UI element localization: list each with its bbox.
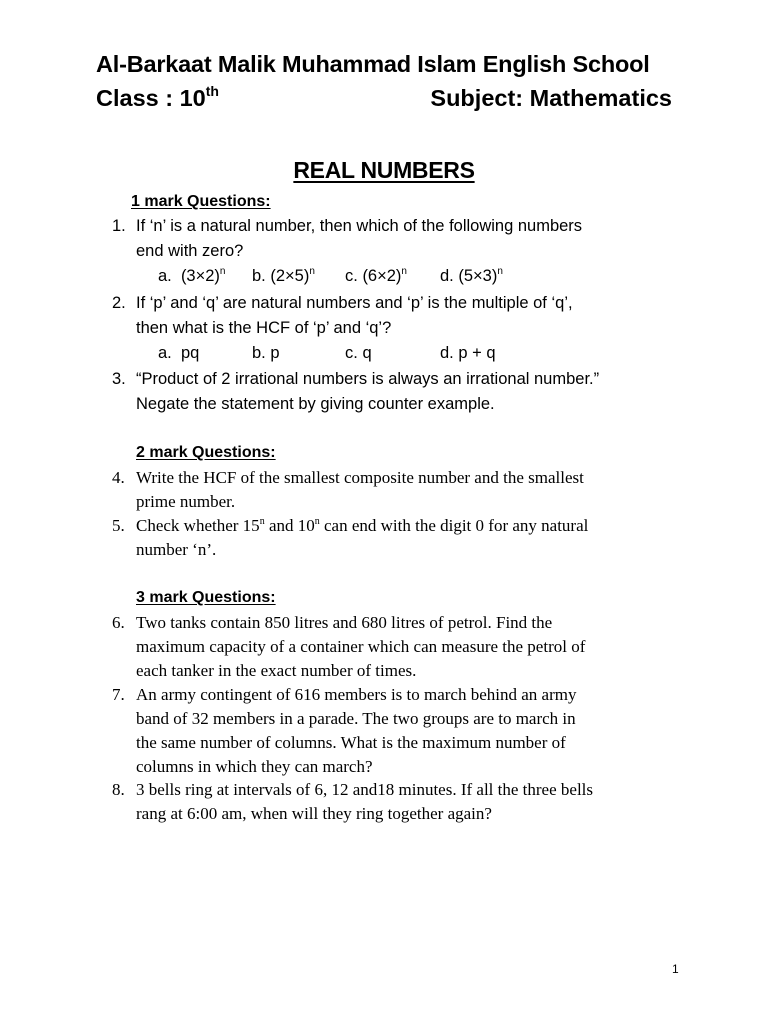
question-number: 3. (112, 370, 126, 388)
class-label (96, 85, 219, 112)
question-8-line-2: rang at 6:00 am, when will they ring together again? (136, 804, 492, 823)
question-2-option-c (345, 344, 372, 363)
option-text: (2×5) (270, 267, 310, 285)
question-number: 2. (112, 294, 126, 312)
section-two-mark-heading: 2 mark Questions: (136, 444, 276, 461)
option-text: p + q (458, 344, 496, 362)
question-1-line-1: If ‘n’ is a natural number, then which of the following numbers (136, 217, 583, 235)
option-label: d. (440, 267, 454, 285)
exponent: n (259, 516, 265, 527)
option-exponent: n (401, 266, 407, 277)
option-text: (5×3) (458, 267, 498, 285)
question-3-line-1: “Product of 2 irrational numbers is always an irrational number.” (136, 370, 600, 388)
question-7-line-2: band of 32 members in a parade. The two groups are to march in (136, 709, 576, 728)
page-number: 1 (672, 962, 679, 976)
question-number: 5. (112, 516, 125, 535)
option-exponent: n (219, 266, 226, 277)
question-8-line-1: 3 bells ring at intervals of 6, 12 and18 minutes. If all the three bells (136, 780, 593, 799)
question-4-line-1: Write the HCF of the smallest composite number and the smallest (136, 468, 584, 487)
question-2-line-2: then what is the HCF of ‘p’ and ‘q’? (136, 319, 392, 337)
question-3-line-2: Negate the statement by giving counter example. (136, 395, 495, 413)
question-number: 7. (112, 685, 125, 704)
question-6-line-3: each tanker in the exact number of times. (136, 661, 417, 680)
option-label: b. (252, 344, 266, 362)
question-number: 6. (112, 613, 125, 632)
option-label: b. (252, 267, 266, 285)
section-one-mark-heading: 1 mark Questions: (131, 193, 271, 210)
option-text: q (362, 344, 372, 362)
question-number: 1. (112, 217, 126, 235)
question-1-option-a (158, 267, 225, 286)
question-number: 8. (112, 780, 125, 799)
question-2-option-b (252, 344, 280, 363)
option-label: a. (158, 267, 172, 285)
question-7-line-1: An army contingent of 616 members is to march behind an army (136, 685, 577, 704)
option-label: d. (440, 344, 454, 362)
question-5-text-c: can end with the digit 0 for any natural (319, 516, 589, 535)
question-7-line-3: the same number of columns. What is the maximum number of (136, 733, 566, 752)
question-1-option-c (345, 267, 407, 286)
exponent: n (314, 516, 320, 527)
option-text: p (270, 344, 280, 362)
question-5-text-b: and 10 (264, 516, 315, 535)
question-2-line-1: If ‘p’ and ‘q’ are natural numbers and ‘p’ is the multiple of ‘q’, (136, 294, 573, 312)
question-6-line-1: Two tanks contain 850 litres and 680 litres of petrol. Find the (136, 613, 553, 632)
option-text: pq (180, 344, 200, 362)
question-2-option-a (158, 344, 199, 363)
class-text: Class : 10 (96, 85, 206, 111)
school-name: Al-Barkaat Malik Muhammad Islam English School (96, 51, 650, 77)
question-5-line-2: number ‘n’. (136, 540, 217, 559)
option-label: c. (345, 267, 358, 285)
section-three-mark-heading: 3 mark Questions: (136, 589, 276, 606)
question-1-line-2: end with zero? (136, 242, 244, 260)
question-6-line-2: maximum capacity of a container which can measure the petrol of (136, 637, 586, 656)
question-2-option-d (440, 344, 496, 363)
option-exponent: n (497, 266, 503, 277)
option-label: c. (345, 344, 358, 362)
option-exponent: n (309, 266, 315, 277)
question-5-line-1 (136, 516, 696, 536)
question-5-text-a: Check whether 15 (136, 516, 260, 535)
option-text: (3×2) (180, 267, 220, 285)
question-1-option-b (252, 267, 315, 286)
option-text: (6×2) (362, 267, 402, 285)
question-number: 4. (112, 468, 125, 487)
subject-label: Subject: Mathematics (430, 85, 672, 111)
question-7-line-4: columns in which they can march? (136, 757, 373, 776)
page-title: REAL NUMBERS (293, 157, 475, 183)
option-label: a. (158, 344, 172, 362)
question-4-line-2: prime number. (136, 492, 236, 511)
class-superscript: th (205, 83, 219, 99)
question-1-option-d (440, 267, 503, 286)
